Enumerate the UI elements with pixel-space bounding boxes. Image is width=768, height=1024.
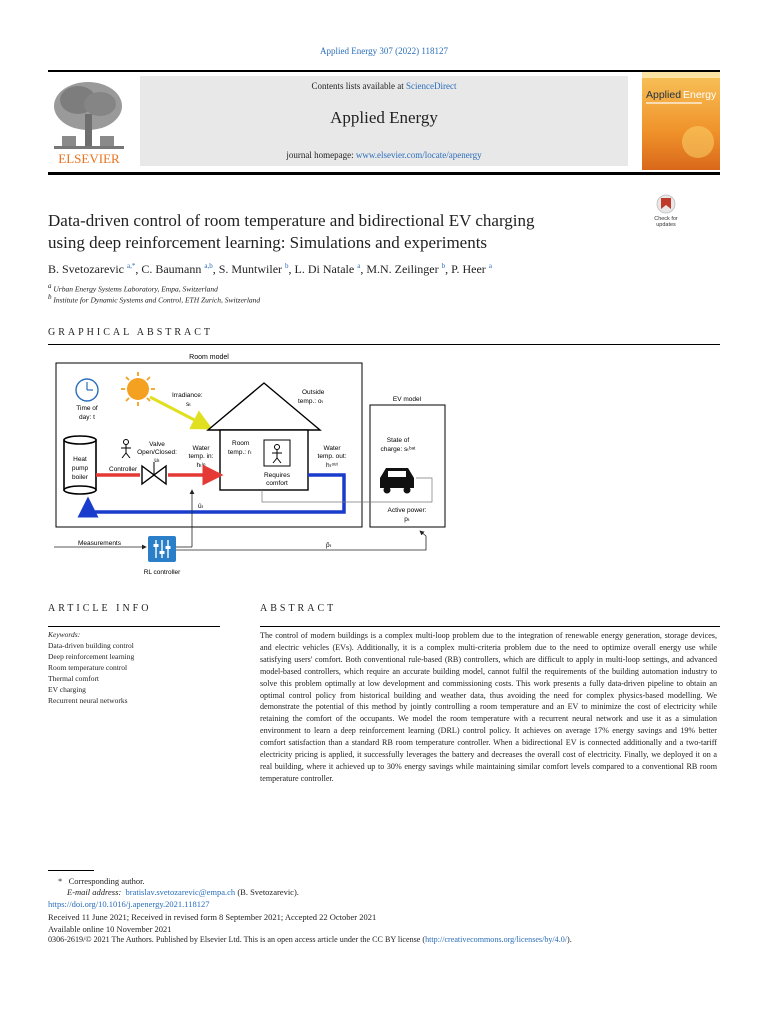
- abstract-body: The control of modern buildings is a complex multi-loop problem due to the integration of renewable energy generation, storage devices, and electric vehicles (EVs). Additionally, it is a complex multi-criteria problem due to the need to optimize overall energy use while satisfying users' comfort. Both conventional rule-based (RB) controllers, which are difficult to apply in multi-loop settings, and advanced model-based controllers, which require an accurate building model, cannot fulfil the requirements of the building automation industry to solve this problem optimally at low development and commissioning costs. This work presents a fully data-driven pipeline to obtain an optimal control policy from historical building and weather data, thus avoiding the need for complex physics-based modelling. We demonstrate the potential of this method by jointly controlling a room temperature and an EV to minimize the cost of electricity while retaining the comfort of the occupants. We model the room temperature with a recurrent neural network and use it as a simulation environment to learn a deep reinforcement learning (DRL) control policy. It achieves on average 17% energy savings and 19% better comfort satisfaction than a standard RB room temperature controller. When a bidirectional EV is connected additionally and a two-tariff electricity pricing is applied, it successfully leverages the battery and decreases the overall cost of electricity. Finally, we deployed it on a real building, where it achieved up to 30% energy savings while maintaining similar comfort levels compared to a conventional RB room temperature controller.: [260, 631, 717, 783]
- available-online: Available online 10 November 2021: [48, 924, 172, 934]
- journal-masthead: [140, 76, 628, 166]
- article-title-line-2: using deep reinforcement learning: Simulations and experiments: [48, 233, 488, 252]
- affiliation-a-text: Urban Energy Systems Laboratory, Empa, Switzerland: [53, 284, 218, 294]
- label-water-in-2: temp. in:: [188, 453, 214, 460]
- corresponding-text: Corresponding author.: [68, 876, 145, 886]
- check-updates-label-1: Check for: [654, 216, 678, 222]
- car-icon: [380, 468, 414, 494]
- keywords-label: Keywords:: [48, 630, 81, 639]
- author-affiliation-mark[interactable]: a: [357, 262, 361, 270]
- graphical-abstract-figure: [50, 350, 450, 587]
- label-room-model: Room model: [189, 354, 229, 361]
- power-command-line: [176, 531, 426, 550]
- article-info-rule: [48, 626, 220, 627]
- affiliation-b-text: Institute for Dynamic Systems and Control, ETH Zurich, Switzerland: [53, 295, 261, 305]
- keyword-item: Recurrent neural networks: [48, 696, 128, 705]
- irradiance-arrow: [150, 397, 210, 428]
- header-bottom-rule: [48, 172, 720, 175]
- label-water-out-1: Water: [323, 445, 341, 452]
- abstract-rule: [260, 626, 720, 627]
- keyword-item: Deep reinforcement learning: [48, 652, 135, 661]
- check-updates-label-2: updates: [656, 222, 676, 228]
- journal-homepage-link[interactable]: www.elsevier.com/locate/apenergy: [355, 150, 482, 160]
- label-controller: Controller: [109, 466, 138, 473]
- label-room-temp-1: Room: [232, 440, 250, 447]
- label-active-power-1: Active power:: [387, 507, 427, 514]
- clock-icon: [76, 379, 98, 401]
- abstract-heading: ABSTRACT: [260, 603, 337, 614]
- label-state-of-charge-1: State of: [386, 437, 410, 444]
- article-info-heading: ARTICLE INFO: [48, 603, 152, 614]
- article-title: [48, 210, 608, 254]
- license-suffix: ).: [567, 935, 572, 944]
- keyword-item: Thermal comfort: [48, 674, 100, 683]
- label-water-in-3: hₜⁱⁿ: [196, 462, 206, 469]
- label-valve-2: Open/Closed:: [137, 449, 177, 456]
- valve-icon: [142, 462, 166, 484]
- label-requires-1: Requires: [263, 472, 291, 479]
- journal-citation[interactable]: Applied Energy 307 (2022) 118127: [320, 46, 448, 56]
- keyword-item: Data-driven building control: [48, 641, 134, 650]
- author-name[interactable]: M.N. Zeilinger: [366, 262, 439, 276]
- journal-title: Applied Energy: [330, 108, 438, 127]
- author-affiliation-mark[interactable]: a,b: [204, 262, 213, 270]
- journal-homepage-line: [140, 150, 628, 160]
- author-name[interactable]: P. Heer: [451, 262, 486, 276]
- author-affiliation-mark[interactable]: b: [285, 262, 289, 270]
- elsevier-logo: [48, 78, 130, 166]
- label-outside-temp-2: temp.: oₜ: [298, 398, 324, 405]
- controller-person-icon: [121, 440, 131, 459]
- label-outside-temp-1: Outside: [302, 389, 325, 396]
- label-rl-controller: RL controller: [143, 569, 181, 576]
- email-label: E-mail address:: [67, 887, 122, 897]
- label-heat-pump-2: pump: [71, 465, 89, 472]
- cover-title-energy: Energy: [683, 89, 717, 101]
- label-irradiance-1: Irradiance:: [172, 392, 203, 399]
- graphical-abstract-rule: [48, 344, 720, 345]
- homepage-prefix: journal homepage:: [286, 150, 356, 160]
- author-affiliation-mark[interactable]: b: [441, 262, 446, 270]
- label-water-out-3: hₜᵒᵘᵗ: [326, 462, 338, 469]
- author-affiliation-mark[interactable]: a: [488, 262, 492, 270]
- affiliation-b-mark: b: [48, 293, 52, 301]
- email-link[interactable]: bratislav.svetozarevic@empa.ch: [125, 887, 236, 897]
- label-water-in-1: Water: [192, 445, 210, 452]
- license-line: [48, 935, 728, 944]
- label-requires-2: comfort: [266, 480, 288, 487]
- doi-link[interactable]: [48, 899, 210, 909]
- author-name[interactable]: S. Muntwiler: [218, 262, 283, 276]
- sun-icon: [121, 372, 155, 406]
- author-name[interactable]: B. Svetozarevic: [48, 262, 124, 276]
- keyword-item: EV charging: [48, 685, 86, 694]
- affiliation-b: [48, 293, 260, 305]
- label-active-power-2: pₜ: [404, 516, 410, 523]
- author-name[interactable]: C. Baumann: [141, 262, 202, 276]
- footnote-rule: [48, 870, 94, 871]
- graphical-abstract-heading: GRAPHICAL ABSTRACT: [48, 327, 214, 338]
- label-ev-model: EV model: [392, 396, 422, 403]
- keyword-item: Room temperature control: [48, 663, 128, 672]
- label-room-temp-2: temp.: rₜ: [228, 449, 252, 456]
- article-title-line-1: Data-driven control of room temperature and bidirectional EV charging: [48, 211, 535, 230]
- email-line: [67, 887, 299, 897]
- doi-link-text[interactable]: https://doi.org/10.1016/j.apenergy.2021.118127: [48, 899, 210, 909]
- author-affiliation-mark[interactable]: a,*: [126, 262, 136, 270]
- label-heat-pump-1: Heat: [73, 456, 87, 463]
- license-prefix: 0306-2619/© 2021 The Authors. Published by Elsevier Ltd. This is an open access article under the CC BY license (: [48, 935, 426, 944]
- journal-cover-image: [642, 72, 720, 170]
- label-valve-1: Valve: [149, 441, 165, 448]
- check-for-updates-button[interactable]: [646, 194, 686, 230]
- corresponding-author-note: [58, 876, 145, 886]
- label-p-hat: p̂ₜ: [326, 542, 332, 549]
- label-heat-pump-3: boiler: [72, 474, 88, 481]
- received-dates: Received 11 June 2021; Received in revised form 8 September 2021; Accepted 22 October 2021: [48, 912, 377, 922]
- corresponding-mark: *: [58, 876, 63, 886]
- rl-controller-icon: [148, 536, 176, 562]
- author-name[interactable]: L. Di Natale: [294, 262, 355, 276]
- sciencedirect-link[interactable]: ScienceDirect: [406, 81, 457, 91]
- label-valve-3: uₜ: [154, 457, 160, 464]
- label-measurements: Measurements: [78, 540, 121, 547]
- label-state-of-charge-2: charge: sₜᵇᵃᵗ: [380, 446, 416, 453]
- header-top-rule: [48, 70, 720, 72]
- author-list: B. Svetozarevic $^{a,*}$, C. Baumann $^{a,b}$, S. Muntwiler $^b$, L. Di Natale $^a$, M.N. Zeilinger $^b$, P. Heer $^a$: [48, 262, 492, 276]
- label-u-hat: ûₜ: [198, 503, 204, 510]
- contents-prefix: Contents lists available at: [311, 81, 406, 91]
- affiliation-a: [48, 282, 218, 294]
- email-suffix: (B. Svetozarevic).: [237, 887, 299, 897]
- label-time-of-day-1: Time of: [76, 405, 98, 412]
- label-time-of-day-2: day: t: [79, 414, 95, 421]
- label-water-out-2: temp. out:: [317, 453, 347, 460]
- elsevier-wordmark: ELSEVIER: [58, 151, 120, 166]
- label-irradiance-2: sₜ: [186, 401, 192, 408]
- cover-title-applied: Applied: [646, 89, 682, 101]
- elsevier-tree-icon: [48, 78, 130, 166]
- contents-line: [140, 81, 628, 91]
- license-link[interactable]: http://creativecommons.org/licenses/by/4.0/: [425, 935, 568, 944]
- affiliation-a-mark: a: [48, 282, 52, 290]
